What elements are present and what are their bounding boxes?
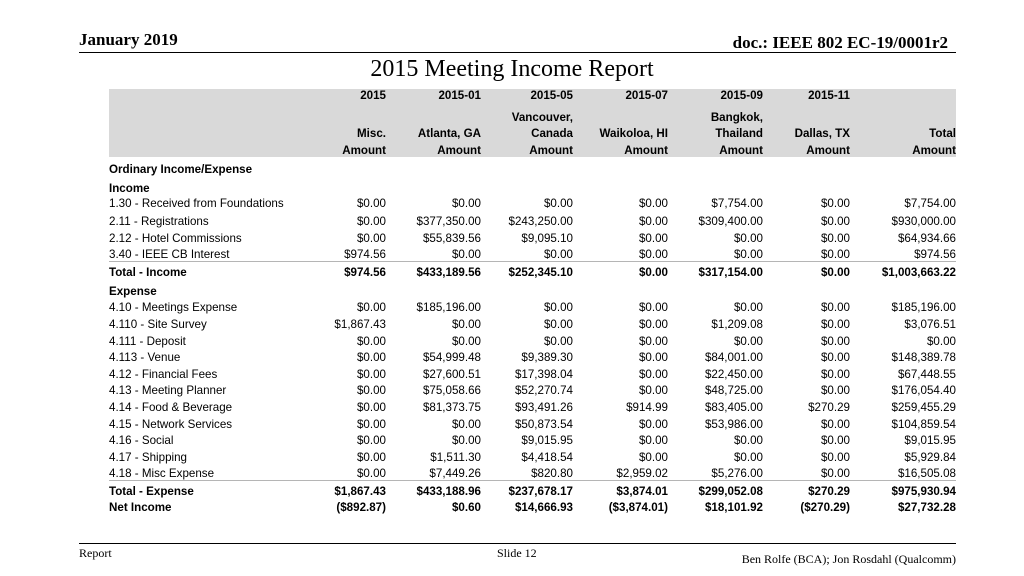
- header-date: January 2019: [79, 30, 178, 49]
- slide-number: Slide 12: [497, 546, 537, 560]
- row-value: $5,276.00: [711, 467, 763, 481]
- column-header-year: [850, 89, 956, 107]
- row-value: $0.00: [451, 334, 481, 348]
- income-row: [109, 211, 956, 228]
- row-value: $75,058.66: [422, 384, 481, 398]
- expense-row: [109, 464, 956, 481]
- row-value: $1,003,663.22: [850, 262, 956, 279]
- row-value: $104,859.54: [891, 417, 956, 431]
- column-header-location: Bangkok,: [668, 107, 763, 124]
- row-value: $0.00: [820, 417, 850, 431]
- row-value: $0.00: [543, 196, 573, 210]
- row-value: $0.00: [356, 367, 386, 381]
- row-value: $0.00: [820, 334, 850, 348]
- column-header-location2: Misc.: [289, 124, 386, 141]
- row-value: $0.00: [820, 434, 850, 448]
- row-value: $433,189.56: [386, 262, 481, 279]
- row-value: $0.00: [573, 262, 668, 279]
- row-value: $0.00: [451, 417, 481, 431]
- column-header-location2: Total: [850, 124, 956, 141]
- row-value: $0.00: [820, 384, 850, 398]
- row-value: $1,511.30: [430, 450, 481, 464]
- row-value: $299,052.08: [668, 481, 763, 498]
- row-value: $0.00: [733, 231, 763, 245]
- row-value: $83,405.00: [704, 400, 763, 414]
- row-value: $54,999.48: [422, 351, 481, 365]
- row-value: $50,873.54: [514, 417, 573, 431]
- row-value: $185,196.00: [891, 301, 956, 315]
- row-value: $1,209.08: [711, 317, 763, 331]
- row-label: 4.12 - Financial Fees: [109, 367, 218, 381]
- row-value: $0.00: [763, 262, 850, 279]
- row-value: $0.00: [638, 351, 668, 365]
- header-doc-id: doc.: IEEE 802 EC-19/0001r2: [732, 33, 948, 52]
- row-value: $52,270.74: [514, 384, 573, 398]
- row-value: ($270.29): [800, 501, 850, 515]
- column-header-unit: Amount: [573, 140, 668, 157]
- ordinary-income-expense-heading-label: Ordinary Income/Expense: [109, 162, 253, 176]
- row-value: $270.29: [763, 481, 850, 498]
- row-value: $4,418.54: [521, 450, 573, 464]
- column-header-unit: Amount: [850, 140, 956, 157]
- column-header-unit: Amount: [386, 140, 481, 157]
- row-value: $2,959.02: [616, 467, 668, 481]
- header-row-location: [109, 107, 956, 124]
- row-value: $820.80: [531, 467, 573, 481]
- row-value: $27,732.28: [897, 501, 956, 515]
- row-value: $0.00: [356, 351, 386, 365]
- row-label: 3.40 - IEEE CB Interest: [109, 248, 230, 262]
- footer-authors: Ben Rolfe (BCA); Jon Rosdahl (Qualcomm): [741, 552, 956, 566]
- column-header-unit: Amount: [289, 140, 386, 157]
- expense-row: [109, 348, 956, 365]
- row-label: Total - Income: [109, 262, 289, 279]
- row-label: 2.11 - Registrations: [109, 214, 209, 228]
- row-value: $0.00: [820, 467, 850, 481]
- row-value: $0.00: [451, 434, 481, 448]
- footer-rule: [79, 543, 956, 544]
- expense-row: [109, 397, 956, 414]
- header-blank-cell: [109, 140, 289, 157]
- row-value: $0.00: [638, 231, 668, 245]
- column-header-location: [763, 107, 850, 124]
- row-value: $0.00: [543, 334, 573, 348]
- column-header-location2: Dallas, TX: [763, 124, 850, 141]
- row-value: $0.00: [543, 301, 573, 315]
- column-header-year: 2015-05: [481, 89, 573, 107]
- row-value: $930,000.00: [891, 214, 956, 228]
- column-header-year: 2015-07: [573, 89, 668, 107]
- row-value: $0.00: [820, 196, 850, 210]
- row-value: $0.00: [820, 248, 850, 262]
- expense-row: [109, 314, 956, 331]
- row-value: $7,754.00: [904, 196, 956, 210]
- expense-row: [109, 298, 956, 315]
- header-row-location2: [109, 124, 956, 141]
- total-expense-row: [109, 481, 956, 498]
- row-value: $0.00: [356, 400, 386, 414]
- expense-row: [109, 381, 956, 398]
- row-value: $84,001.00: [704, 351, 763, 365]
- row-value: $14,666.93: [514, 501, 573, 515]
- column-header-location2: Atlanta, GA: [386, 124, 481, 141]
- header-row-year: [109, 89, 956, 107]
- row-value: $0.00: [356, 334, 386, 348]
- row-value: $93,491.26: [514, 400, 573, 414]
- expense-row: [109, 447, 956, 464]
- row-value: $974.56: [914, 248, 956, 262]
- row-value: $0.00: [356, 467, 386, 481]
- row-value: $0.00: [451, 317, 481, 331]
- expense-row: [109, 431, 956, 448]
- column-header-year: 2015: [289, 89, 386, 107]
- income-report-table: [109, 89, 956, 514]
- header-blank-cell: [109, 107, 289, 124]
- row-value: $7,449.26: [429, 467, 481, 481]
- row-value: $252,345.10: [481, 262, 573, 279]
- column-header-location: [289, 107, 386, 124]
- row-value: $0.00: [820, 450, 850, 464]
- expense-row: [109, 364, 956, 381]
- row-value: $237,678.17: [481, 481, 573, 498]
- row-value: $259,455.29: [891, 400, 956, 414]
- row-label: 4.17 - Shipping: [109, 450, 187, 464]
- expense-heading-label: Expense: [109, 284, 157, 298]
- row-value: $0.00: [733, 248, 763, 262]
- column-header-unit: Amount: [763, 140, 850, 157]
- row-value: $0.00: [733, 301, 763, 315]
- row-value: $0.00: [820, 351, 850, 365]
- row-value: $18,101.92: [704, 501, 763, 515]
- row-value: $81,373.75: [422, 400, 481, 414]
- row-value: $0.00: [638, 196, 668, 210]
- row-value: $974.56: [289, 262, 386, 279]
- row-value: $27,600.51: [422, 367, 481, 381]
- income-heading-label: Income: [109, 181, 150, 195]
- row-value: $55,839.56: [422, 231, 481, 245]
- row-value: $0.00: [638, 434, 668, 448]
- row-value: $176,054.40: [891, 384, 956, 398]
- column-header-unit: Amount: [481, 140, 573, 157]
- row-value: $309,400.00: [698, 214, 763, 228]
- row-value: $0.00: [356, 231, 386, 245]
- row-value: $53,986.00: [704, 417, 763, 431]
- row-value: $0.00: [638, 367, 668, 381]
- net-income-row: [109, 498, 956, 515]
- expense-row: [109, 331, 956, 348]
- row-value: ($892.87): [336, 501, 386, 515]
- row-value: $9,015.95: [521, 434, 573, 448]
- row-value: $0.00: [638, 384, 668, 398]
- column-header-unit: Amount: [668, 140, 763, 157]
- row-value: $270.29: [808, 400, 850, 414]
- row-label: 4.10 - Meetings Expense: [109, 301, 238, 315]
- row-value: $3,874.01: [573, 481, 668, 498]
- row-value: $5,929.84: [904, 450, 956, 464]
- row-value: $3,076.51: [904, 317, 956, 331]
- row-value: $0.00: [638, 214, 668, 228]
- column-header-location: Vancouver,: [481, 107, 573, 124]
- row-value: $0.00: [638, 450, 668, 464]
- row-value: $0.00: [638, 301, 668, 315]
- row-label: Total - Expense: [109, 481, 289, 498]
- row-label: 4.18 - Misc Expense: [109, 467, 215, 481]
- row-value: $48,725.00: [704, 384, 763, 398]
- footer-label: Report: [79, 546, 112, 560]
- row-value: $0.00: [638, 417, 668, 431]
- column-header-location2: Waikoloa, HI: [573, 124, 668, 141]
- expense-row: [109, 414, 956, 431]
- column-header-location: [386, 107, 481, 124]
- row-value: $0.00: [543, 248, 573, 262]
- column-header-location2: Canada: [481, 124, 573, 141]
- column-header-year: 2015-11: [763, 89, 850, 107]
- row-value: $0.00: [820, 317, 850, 331]
- row-label: 4.113 - Venue: [109, 351, 181, 365]
- row-value: $0.00: [356, 384, 386, 398]
- column-header-location: [850, 107, 956, 124]
- row-value: $0.00: [451, 196, 481, 210]
- income-row: [109, 228, 956, 245]
- row-value: $0.60: [451, 501, 481, 515]
- row-value: $0.00: [638, 248, 668, 262]
- row-value: $975,930.94: [850, 481, 956, 498]
- column-header-location2: Thailand: [668, 124, 763, 141]
- row-value: $0.00: [820, 214, 850, 228]
- header-row-unit: [109, 140, 956, 157]
- row-value: $0.00: [356, 196, 386, 210]
- total-income-row: [109, 262, 956, 279]
- income-heading: [109, 176, 956, 195]
- row-label: Net Income: [109, 501, 172, 515]
- row-label: 4.110 - Site Survey: [109, 317, 207, 331]
- row-value: $22,450.00: [704, 367, 763, 381]
- row-value: $9,095.10: [521, 231, 573, 245]
- row-value: $0.00: [543, 317, 573, 331]
- row-value: $16,505.08: [897, 467, 956, 481]
- row-value: $0.00: [733, 434, 763, 448]
- row-value: $64,934.66: [897, 231, 956, 245]
- column-header-year: 2015-01: [386, 89, 481, 107]
- row-value: $0.00: [356, 450, 386, 464]
- row-value: ($3,874.01): [608, 501, 668, 515]
- row-value: $0.00: [638, 334, 668, 348]
- row-value: $0.00: [356, 434, 386, 448]
- row-value: $0.00: [733, 334, 763, 348]
- row-value: $914.99: [626, 400, 668, 414]
- row-value: $0.00: [820, 367, 850, 381]
- row-value: $377,350.00: [416, 214, 481, 228]
- row-value: $0.00: [638, 317, 668, 331]
- row-value: $1,867.43: [334, 317, 386, 331]
- row-value: $9,389.30: [521, 351, 573, 365]
- row-label: 4.14 - Food & Beverage: [109, 400, 233, 414]
- row-value: $7,754.00: [711, 196, 763, 210]
- row-label: 2.12 - Hotel Commissions: [109, 231, 242, 245]
- row-value: $1,867.43: [289, 481, 386, 498]
- row-value: $0.00: [451, 248, 481, 262]
- row-value: $185,196.00: [416, 301, 481, 315]
- row-value: $317,154.00: [668, 262, 763, 279]
- row-value: $9,015.95: [904, 434, 956, 448]
- row-label: 4.111 - Deposit: [109, 334, 186, 348]
- row-value: $0.00: [356, 417, 386, 431]
- row-label: 4.13 - Meeting Planner: [109, 384, 227, 398]
- row-value: $0.00: [820, 301, 850, 315]
- row-value: $67,448.55: [897, 367, 956, 381]
- expense-heading: [109, 279, 956, 298]
- column-header-year: 2015-09: [668, 89, 763, 107]
- header-blank-cell: [109, 89, 289, 107]
- header-blank-cell: [109, 124, 289, 141]
- header-rule: [79, 52, 956, 53]
- row-value: $17,398.04: [514, 367, 573, 381]
- ordinary-income-expense-heading: [109, 157, 956, 176]
- row-value: $0.00: [820, 231, 850, 245]
- row-value: $243,250.00: [508, 214, 573, 228]
- row-value: $0.00: [356, 301, 386, 315]
- column-header-location: [573, 107, 668, 124]
- row-value: $0.00: [356, 214, 386, 228]
- income-row: [109, 245, 956, 262]
- row-label: 1.30 - Received from Foundations: [109, 196, 284, 210]
- row-label: 4.16 - Social: [109, 434, 174, 448]
- row-value: $0.00: [926, 334, 956, 348]
- row-value: $148,389.78: [891, 351, 956, 365]
- row-value: $0.00: [733, 450, 763, 464]
- row-label: 4.15 - Network Services: [109, 417, 233, 431]
- income-row: [109, 195, 956, 212]
- row-value: $974.56: [344, 248, 386, 262]
- row-value: $433,188.96: [386, 481, 481, 498]
- page-title: 2015 Meeting Income Report: [370, 56, 654, 82]
